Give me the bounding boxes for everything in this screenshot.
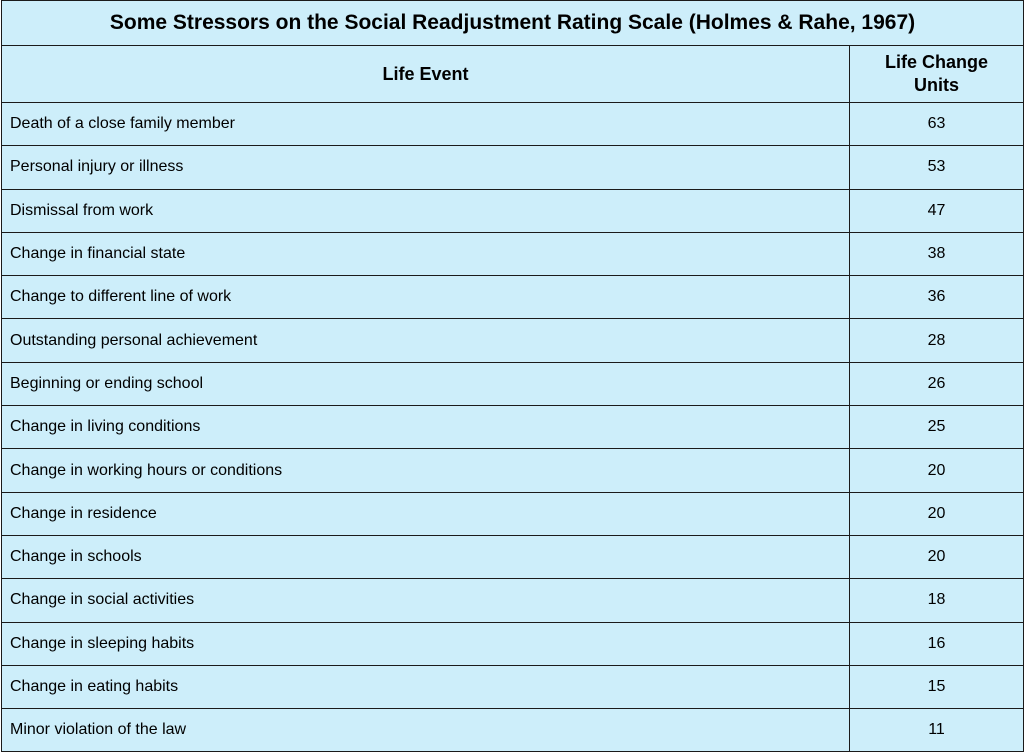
event-cell: Personal injury or illness [2,146,850,189]
table-row [2,665,1024,708]
event-cell: Change in living conditions [2,406,850,449]
table-row [2,535,1024,578]
event-cell: Change in eating habits [2,665,850,708]
header-units-line1: Life Change [884,52,988,72]
event-cell: Change in social activities [2,579,850,622]
table-row [2,189,1024,232]
units-cell: 63 [850,103,1024,146]
table-title: Some Stressors on the Social Readjustment Rating Scale (Holmes & Rahe, 1967) [2,1,1024,46]
table-row [2,276,1024,319]
table-row [2,492,1024,535]
units-cell: 20 [850,449,1024,492]
header-row [2,46,1024,103]
table-row [2,622,1024,665]
units-cell: 47 [850,189,1024,232]
table-row [2,103,1024,146]
event-cell: Beginning or ending school [2,362,850,405]
table-row [2,406,1024,449]
stressors-table [1,0,1024,752]
units-cell: 36 [850,276,1024,319]
event-cell: Death of a close family member [2,103,850,146]
table-row [2,319,1024,362]
table-row [2,709,1024,752]
units-cell: 11 [850,709,1024,752]
event-cell: Change in sleeping habits [2,622,850,665]
event-cell: Minor violation of the law [2,709,850,752]
units-cell: 15 [850,665,1024,708]
event-cell: Dismissal from work [2,189,850,232]
table-row [2,232,1024,275]
title-row [2,1,1024,46]
units-cell: 38 [850,232,1024,275]
event-cell: Change in financial state [2,232,850,275]
header-units-line2: Units [914,75,959,95]
units-cell: 26 [850,362,1024,405]
table-row [2,362,1024,405]
table-row [2,449,1024,492]
units-cell: 18 [850,579,1024,622]
units-cell: 20 [850,492,1024,535]
units-cell: 25 [850,406,1024,449]
table-row [2,579,1024,622]
event-cell: Change in schools [2,535,850,578]
table-row [2,146,1024,189]
event-cell: Change in residence [2,492,850,535]
header-life-event: Life Event [2,46,850,103]
event-cell: Outstanding personal achievement [2,319,850,362]
event-cell: Change in working hours or conditions [2,449,850,492]
units-cell: 16 [850,622,1024,665]
event-cell: Change to different line of work [2,276,850,319]
units-cell: 28 [850,319,1024,362]
units-cell: 53 [850,146,1024,189]
header-life-change-units [850,46,1024,103]
units-cell: 20 [850,535,1024,578]
